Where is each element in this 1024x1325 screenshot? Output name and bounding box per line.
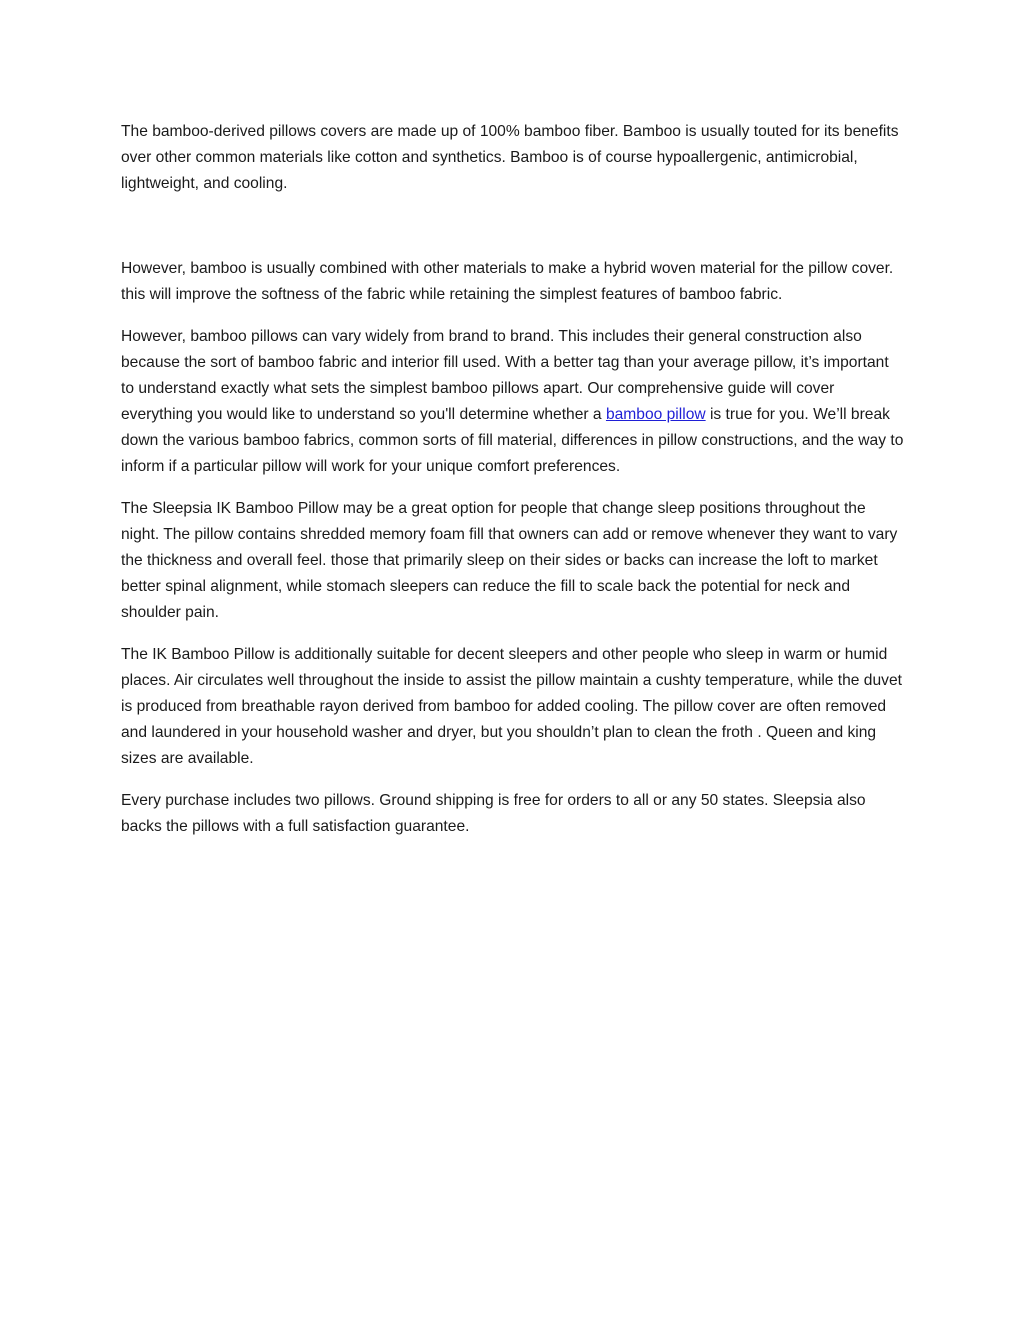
paragraph-purchase-info: Every purchase includes two pillows. Ground shipping is free for orders to all or any 50 states. Sleepsia also backs the pillows with a full satisfaction guarantee. xyxy=(121,792,866,835)
paragraph-text-after-link: is true for you. We’ll break down the various bamboo fabrics, common sorts of fill material, differences in pillow constructions, and the way to inform if a particular pillow will work for your unique comfort preferences. xyxy=(121,406,904,475)
paragraph-hybrid-material: However, bamboo is usually combined with other materials to make a hybrid woven material for the pillow cover. this will improve the softness of the fabric while retaining the simplest features of bamboo fabric. xyxy=(121,260,894,303)
bamboo-pillow-link[interactable]: bamboo pillow xyxy=(605,406,706,423)
paragraph-brand-variation xyxy=(121,324,905,480)
paragraph-bamboo-covers: The bamboo-derived pillows covers are made up of 100% bamboo fiber. Bamboo is usually touted for its benefits over other common materials like cotton and synthetics. Bamboo is of course hypoallergenic, antimicrobial, lightweight, and cooling. xyxy=(121,123,899,192)
paragraph-hot-sleepers: The IK Bamboo Pillow is additionally suitable for decent sleepers and other people who sleep in warm or humid places. Air circulates well throughout the inside to assist the pillow maintain a cushty temperature, while the duvet is produced from breathable rayon derived from bamboo for added cooling. The pillow cover are often removed and laundered in your household washer and dryer, but you shouldn’t plan to clean the froth . Queen and king sizes are available. xyxy=(121,646,902,767)
document-body xyxy=(121,119,905,856)
paragraph-sleepsia-ik: The Sleepsia IK Bamboo Pillow may be a great option for people that change sleep positions throughout the night. The pillow contains shredded memory foam fill that owners can add or remove whenever they want to vary the thickness and overall feel. those that primarily sleep on their sides or backs can increase the loft to market better spinal alignment, while stomach sleepers can reduce the fill to scale back the potential for neck and shoulder pain. xyxy=(121,500,898,621)
paragraph-text-before-link: However, bamboo pillows can vary widely from brand to brand. This includes their general construction also because the sort of bamboo fabric and interior fill used. With a better tag than your average pillow, it’s important to understand exactly what sets the simplest bamboo pillows apart. Our comprehensive guide will cover everything you would like to understand so you'll determine whether a xyxy=(121,328,889,423)
